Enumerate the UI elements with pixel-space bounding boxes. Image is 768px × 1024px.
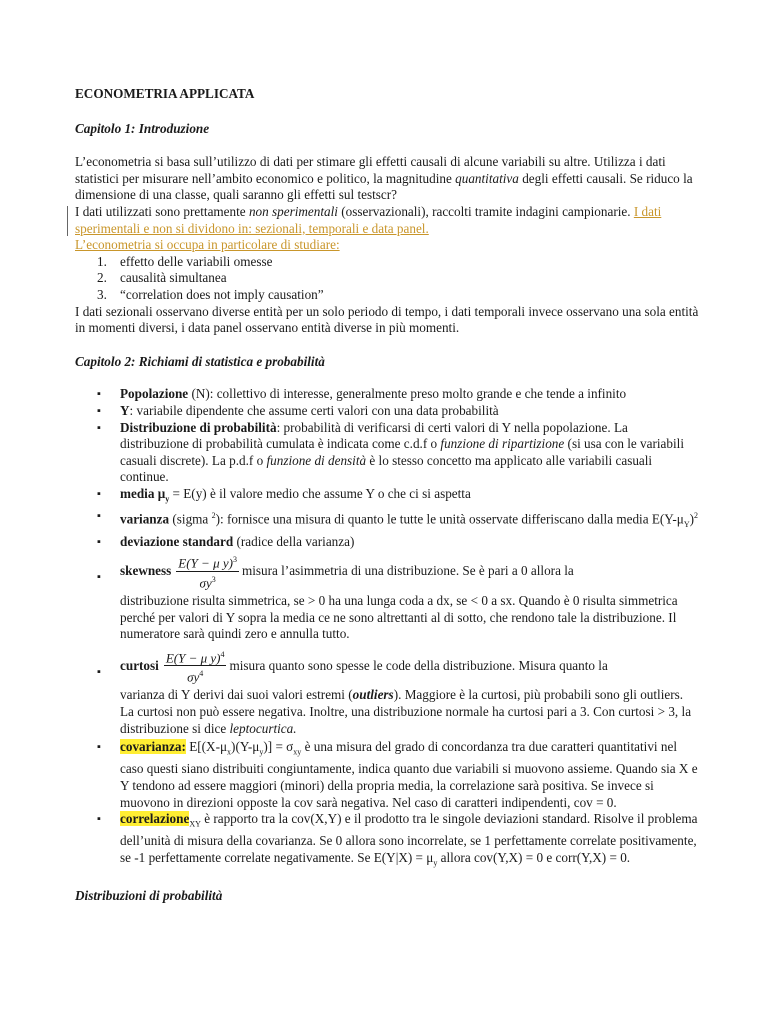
list-item-correlazione: ▪ correlazione$_{XY}$ è rapporto tra la cov(X,Y) e il prodotto tra le singole deviazioni standard. Risolve il problema dell’unità di misura della covarianza. Se 0 allora sono incorrelate, se 1 perfettamente correlate positivamente, se -1 perfettamente correlate negativamente. Se $E(Y|X) = \mu_y$ allora cov(Y,X) = 0 e corr(Y,X) = 0. — [97, 811, 698, 868]
document-body — [75, 86, 700, 905]
skewness-formula: $\frac{E(Y - \mu y)^3}{\sigma y^3}$ — [178, 555, 237, 590]
list-item-distribuzione: ▪ Distribuzione di probabilità: probabilità di verificarsi di certi valori di Y nella popolazione. La distribuzione di probabilità cumulata è indicata come c.d.f o funzione di ripartizione (si usa con le variabili casuali discrete). La p.d.f o funzione di densità è lo stesso concetto ma applicato alle variabili casuali continue. — [97, 419, 684, 485]
bullet-icon: ▪ — [97, 571, 101, 584]
chapter-2-heading: Capitolo 2: Richiami di statistica e probabilità — [75, 353, 325, 369]
bullet-icon: ▪ — [97, 421, 101, 434]
list-item-y: ▪ Y: variabile dipendente che assume certi valori con una data probabilità — [97, 402, 499, 418]
tracked-insertion-study[interactable]: L’econometria si occupa in particolare di studiare: — [75, 237, 340, 253]
highlighted-term-correlazione: correlazione — [120, 811, 190, 827]
document-title: ECONOMETRIA APPLICATA — [75, 86, 255, 101]
skewness-formula-line: skewness $\frac{E(Y - \mu y)^3}{\sigma y^3}$ misura l’asimmetria di una distribuzione. Se è pari a 0 allora la — [120, 555, 574, 590]
curtosi-formula-line: curtosi $\frac{E(Y - \mu y)^4}{\sigma y^4}$ misura quanto sono spesse le code della distribuzione. Misura quanto la — [120, 649, 608, 685]
section-3-heading: Distribuzioni di probabilità — [75, 888, 223, 904]
intro-paragraph: L’econometria si basa sull’utilizzo di dati per stimare gli effetti causali di alcune variabili su altre. Utilizza i dati statistici per misurare nell’ambito economico e politico, la magnitudine quantitativa degli effetti causali. Se riduco la dimensione di una classe, quali saranno gli effetti sul testscr? — [75, 154, 693, 203]
bullet-icon: ▪ — [97, 487, 101, 500]
curtosi-formula: $\frac{E(Y - \mu y)^4}{\sigma y^4}$ — [165, 649, 225, 685]
bullet-icon: ▪ — [97, 813, 101, 826]
list-item-media: ▪ media $\mu_y = E(y)$ è il valore medio che assume Y o che ci si aspetta — [97, 485, 471, 504]
definitions-list — [75, 386, 700, 872]
list-item-covarianza: ▪ covarianza: $E[(X-\mu_x)(Y-\mu_y)] = \sigma_{xy}$ è una misura del grado di concordanza tra due caratteri quantitativi nel caso questi siano distribuiti congiuntamente, indica quanto due variabili si muovono assieme. Quando sia X e Y tendono ad essere maggiori (minori) della propria media, la correlazione sarà positiva. Se invece si muovono in direzioni opposte la cov sarà negativa. Nel caso di caratteri indipendenti, cov = 0. — [97, 739, 698, 810]
bullet-icon: ▪ — [97, 535, 101, 548]
bullet-icon: ▪ — [97, 404, 101, 417]
bullet-icon: ▪ — [97, 665, 101, 678]
list-item-varianza: ▪ varianza (sigma $^2$): fornisce una misura di quanto le tutte le unità osservate differiscano dalla media $E(Y-\mu_Y)^2$ — [97, 510, 699, 530]
tracked-change-block — [75, 204, 700, 254]
causes-list — [75, 254, 700, 304]
list-item-deviazione: ▪ deviazione standard (radice della varianza) — [97, 533, 355, 549]
change-bar — [67, 206, 68, 236]
bullet-icon: ▪ — [97, 741, 101, 754]
list-item-curtosi: ▪ curtosi $\frac{E(Y - \mu y)^4}{\sigma y^4}$ misura quanto sono spesse le code della distribuzione. Misura quanto la varianza di Y derivi dai suoi valori estremi (outliers). Maggiore è la curtosi, più probabili sono gli outliers. La curtosi non può essere negativa. Inoltre, una distribuzione normale ha curtosi pari a 3. Con curtosi > 3, la distribuzione si dice leptocurtica. — [75, 645, 700, 739]
list-item-popolazione: ▪ Popolazione (N): collettivo di interesse, generalmente preso molto grande e che tende a infinito — [97, 386, 627, 402]
data-kinds-paragraph: I dati sezionali osservano diverse entità per un solo periodo di tempo, i dati temporali invece osservano una sola entità in momenti diversi, i data panel osservano entità diverse in più momenti. — [75, 303, 699, 336]
list-item: 3. “correlation does not imply causation” — [97, 286, 324, 302]
data-types-paragraph: I dati utilizzati sono prettamente non sperimentali (osservazionali), raccolti tramite indagini campionarie. I dati sperimentali e non si dividono in: sezionali, temporali e data panel. — [75, 203, 662, 236]
list-item: 1. effetto delle variabili omesse — [97, 253, 273, 269]
list-item: 2. causalità simultanea — [97, 270, 227, 286]
study-intro — [75, 237, 700, 254]
list-item-skewness: ▪ skewness $\frac{E(Y - \mu y)^3}{\sigma y^3}$ misura l’asimmetria di una distribuzione. Se è pari a 0 allora la distribuzione risulta simmetrica, se > 0 ha una lunga coda a dx, se < 0 a sx. Quando è 0 risulta simmetrica perché per valori di Y sopra la media ce ne sono altrettanti al di sotto, che rendono tale la distribuzione. Il numeratore sarà quindi zero e annulla tutto. — [75, 550, 700, 644]
bullet-icon: ▪ — [97, 510, 101, 523]
highlighted-term-covarianza: covarianza: — [120, 739, 186, 755]
tracked-insertion-data-types[interactable]: I dati sperimentali e non si dividono in: sezionali, temporali e data panel. — [75, 203, 662, 236]
chapter-1-heading: Capitolo 1: Introduzione — [75, 120, 210, 136]
bullet-icon: ▪ — [97, 388, 101, 401]
